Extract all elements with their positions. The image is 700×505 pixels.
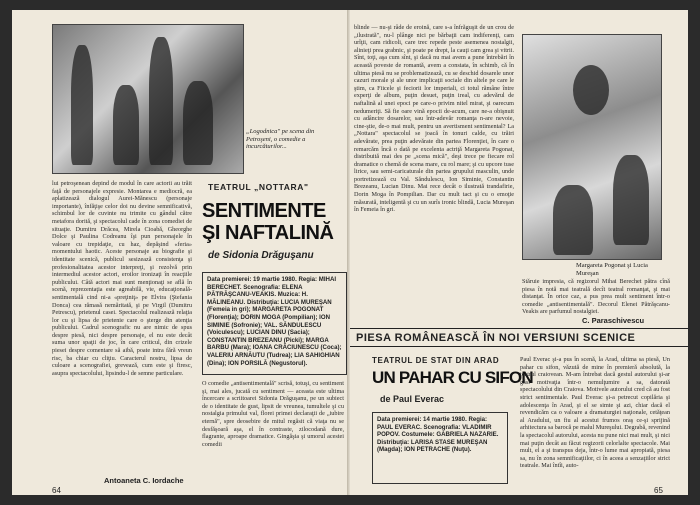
author-signature: Antoaneta C. Iordache — [104, 476, 184, 485]
author-signature-right: C. Paraschivescu — [582, 316, 645, 325]
theater-name: TEATRUL „NOTTARA" — [208, 182, 309, 192]
right-page — [350, 10, 688, 495]
actresses-caption: Margareta Pogonat şi Lucia Mureşan — [576, 262, 648, 277]
left-column-text: lui petroşenean depind de modul în care actorii au trăit faţă de personajele expresie. Montarea e mediocră, ea aplatizează dialogul Aurei-Mănescu (personaje importante), înfăţişe celor doi nu devine semnificativă, schimbul lor de cuvinte nu trimite cu gândul către metafora dorită, şi spectacolul cade în zona comediei de situaţie. Dumitru Drăcea, Mirela Cioabă, Gheorghe Dolce şi Paulina Codreanu îşi pun personajele în valoare cu trepidaţie, cu haz, depăşind «feria» momentului haotic. Aceste personaje au biografie şi identitate scenică, publicul sesizează consistenţa şi profesionalitatea acestor interpreţi, şi rezolvă prin intermediul acestor actori, eroilor ironizaţi în reacţiile publicului. Câtă actori mai sunt menţionaţi se află în scenă, reprezentaţia este agreabilă, vie, educaţională-sentimentală cind ni-a «preţiniţ» pe Elvira (Ştefania Donca) cea rămasă nemăritată, şi pe Virgil (Dumitru Petrescu), prietenul casei. Spectacolul realizează relaţia lor cu şi lipsa de prietenie care o şterge din atenţia publicului. Cadrul scenografic nu are nimic de spus despre piesă, nici despre personaje, el nu este decât suma unor spaţii de joc, în care criticul, din crizele piesei despre comentare să aibă, poate intra fără vreun risc, ba chiar cu cliţiu. Caracterul nostru, lipsa de culoare a scenografiei, grevează, cum este şi firesc, asupra spectacolului, lipsindu-l de semne particulare. — [52, 180, 192, 377]
page-number-right: 65 — [654, 486, 663, 495]
actresses-photo — [522, 34, 662, 260]
page-number-left: 64 — [52, 486, 61, 495]
right-column-text: blinde — nu-şi râde de eroină, care s-a înfrăguşit de un crou de „ilustrată", nu-l plânge nici pe bărbaţii cam indiferenţi, cam urîţii, cam ridicoli, care trec repede peste asemenea nostalgii, alinieţi prea grabnic, şi poate pe drept, la cauţi cam grea şi vitrii. Sînt, toţi, aşa cum sînt, şi dacă nu mai avem a pune întrebări în această poveste de romantă, avem a constata, în schimb, că în ultima piesă nu se problematizează, cu se deschid dosarele unor cazuri morale şi ale unor implicaţii sociale din altele pe care le ştim, ca Fiicele şi feciorii lor imperiali, ci totul rămâne între experţi de album, puţin desuet, puţin ireal, cu adevărul de naftalină al unei epoci pe care-o privim nitel mirat, şi oarecum nedumeriţi. Să fie oare vină epocii de-acum, care ne-a obişnuit cu adâncire dosarelor, sau într-adevăr romanţa n-are nevoie, cine-ştie, de-o mai mult, pentru un avertisment sentimental? La „Nottara" spectacolul se joacă în tonuri calde, cu trăiri adevărate, prea puţin adevărate din partea Florenţiei, în care o remarcăm încă o dată pe excelenta actriţă Margareta Pogonat, distribuită mai des pe „scena mică", deşi trece pe fiecare rol dramatice o chemă de scena mare, cu rol mare; şi cu upcore tuse lirice, sau semi-caricaturale din partea grupului masculin, unde portretizează cu Val. Săndulescu, Ion Siminie, Constantin Brezeanu, Lucian Dinu. Mai rece decât o ilustrată trandafirie, Dorin Moga în Pompilian. Dar cu mult tact şi cu o emoţie măsurată, inteligentă şi cu un surîs ironic blindă, Lucia Mureşan în Femeia în gri. — [354, 24, 514, 214]
left-page — [12, 10, 350, 495]
photo-caption: „Logodnica" pe scena din Petroşeni, o comedie a incurcăturilor... — [246, 128, 315, 151]
stage-photo-logodnica — [52, 24, 244, 174]
byline: de Sidonia Drăguşanu — [208, 250, 314, 261]
arad-byline: de Paul Everac — [380, 394, 445, 404]
arad-article-title: UN PAHAR CU SIFON — [372, 368, 533, 387]
arad-column-text: Paul Everac şi-a pus în scenă, la Arad, ultima sa piesă, Un pahar cu sifon, văzută de mine în premieră absolută, la teatrul craiovean. M-am întrebat dacă gestul autorului şi-ar găsi motivaţia într-o nemulţumire a sa, datorată spectacolului din Craiova. Motivele autorului cred că au fost strict sentimentale. Paul Everac şi-a petrecut copilăria şi adolescenţa în Arad, şi el se simte şi azi, chiar dacă el revendicăm ca o valoare a dramaturgiei naţionale, cetăţean al Aradului, un fiu al acestui frumos oraş ce-şi sprijină arhitectura sa barocă pe malul Mureşului. Degrabă, revenind la spectacolul autorului, acesta nu pune nici mai mult, şi nici mai puţin decât au făcut regizorii celorlalte spectacole. Mai mult, el a şi transpus deja, într-o lume mai apropiată, piesa sa, nu în zona semnificaţiilor, ci în aceea a senzaţiilor strict teatrale. Mai întîi, auto- — [520, 356, 670, 470]
article-title-line2: ŞI NAFTALINĂ — [202, 222, 334, 244]
credits-box: Data premierei: 19 martie 1980. Regia: MIHAI BERECHET. Scenografia: ELENA PĂTRĂŞCANU-VEAKIS. Muzica: H. MĂLINEANU. Distribuţia: LUCIA MUREŞAN (Femeia in gri); MARGARETA POGONAT (Florenţia); DORIN MOGA (Pompilian); ION SIMINIE (Sofronie); VAL. SĂNDULESCU (Voiculescu); LUCIAN DINU (Sacia); CONSTANTIN BREZEANU (Picki); MARGA BARBU (Mara); IOANA CRĂCIUNESCU (Coca); VALERIU ARNĂUTU (Tudrea); LIA SAHIGHIAN (Dina); ION PORSILĂ (Negustorul). — [202, 272, 347, 375]
second-column-text: O comedie „antisentimentală" scrisă, totuşi, cu sentiment şi, mai ales, jucată cu sentiment — aceasta este ultima încercare a scriitoarei Sidonia Drăguşanu, pe un subiect de o identitate de gust, lipsit de vreunea, tumultele şi cu nostalgia primului val, florei primei declaraţii de „iubire eternă", spre deosebire de mitul regăsit că viaţa nu se desfăşoară aşa, el în contraste, zilocodană dure, flagrante, aproape dramatice. Gingăşia şi umorul acestei comedii — [202, 380, 344, 448]
section-banner: PIESA ROMÂNEASCĂ ÎN NOI VERSIUNI SCENICE — [350, 328, 688, 347]
article-title-line1: SENTIMENTE — [202, 200, 326, 222]
right-second-column: Stăruie impresia, că regizorul Mihai Berechet pătra cînă piesa în notă mai teatrală decît teatral romanţat, şi mai distanţat. În orice caz, a pus prea mult sentiment într-o comedie „antisentimentală". Decorul Elenei Pătrăşcanu-Veakis are parfumul nostalgiei. — [522, 278, 670, 316]
arad-theater-name: TEATRUL DE STAT DIN ARAD — [372, 356, 500, 365]
arad-credits-box: Data premierei: 14 martie 1980. Regia: PAUL EVERAC. Scenografia: VLADIMIR POPOV. Costumele: GABRIELA NAZARIE. Distribuţia: LARISA STASE MUREŞAN (Magda); ION PETRACHE (Nuţu). — [372, 412, 508, 484]
